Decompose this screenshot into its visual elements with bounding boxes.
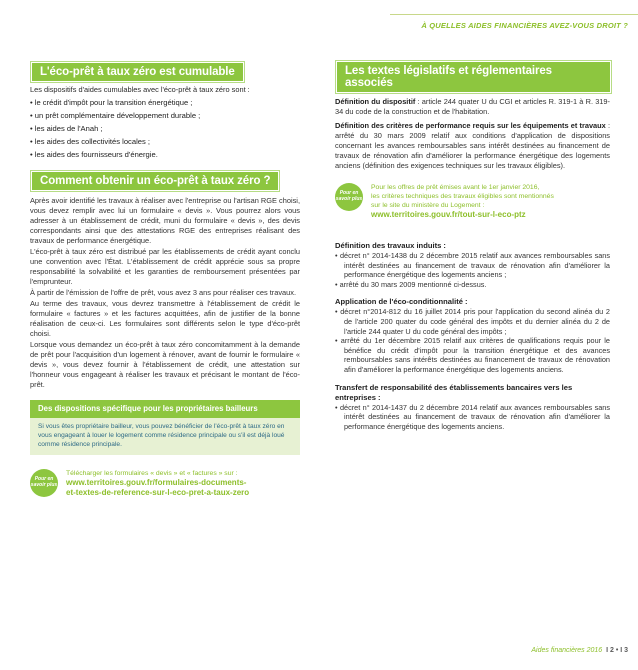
list-item: • les aides de l'Anah ; bbox=[30, 122, 300, 135]
def-dispositif bbox=[335, 97, 610, 117]
list-item: • décret n° 2014-1437 du 2 décembre 2014 relatif aux avances remboursables sans intérêt destinées au financement de travaux de rénovation afin d'améliorer la performance énergétique des logements anciens. bbox=[335, 403, 610, 432]
list-item: • un prêt complémentaire développement durable ; bbox=[30, 109, 300, 122]
box-title: Des dispositions spécifique pour les propriétaires bailleurs bbox=[30, 400, 300, 418]
more-note: sur le site du ministère du Logement : bbox=[371, 202, 485, 209]
more-note: Pour les offres de prêt émises avant le 1er janvier 2016, bbox=[371, 184, 540, 191]
list-item: • décret n° 2014-1438 du 2 décembre 2015 relatif aux avances remboursables sans intérêt destinées au financement de travaux de rénovation afin d'améliorer la performance énergétique des logements anciens ; bbox=[335, 251, 610, 280]
obtain-paragraph: Après avoir identifié les travaux à réaliser avec l'entreprise ou l'artisan RGE choisi, vous devez remplir avec lui un formulaire « devis ». Vous pourrez alors vous adresser à un établissement de crédit, muni du formulaire « devis », des devis correspondants ainsi que des attestations RGE des entreprises réalisant des travaux de performance énergétique. bbox=[30, 196, 300, 245]
def-criteres bbox=[335, 121, 610, 171]
more-note: Télécharger les formulaires « devis » et « factures » sur : bbox=[66, 470, 238, 477]
def-criteres-text: : arrêté du 30 mars 2009 relatif aux conditions d'application de dispositions concernant les avances remboursables sans intérêt destinées au financement de travaux de rénovation afin d'améliorer la performance énergétique des logements anciens (définition des exigences techniques sur les travaux éligibles). bbox=[335, 121, 610, 170]
cumul-title: L'éco-prêt à taux zéro est cumulable bbox=[32, 63, 243, 81]
list-item: • arrêté du 30 mars 2009 mentionné ci-dessus. bbox=[335, 280, 610, 290]
footer-label: Aides financières 2016 bbox=[531, 647, 603, 654]
list-item: • les aides des fournisseurs d'énergie. bbox=[30, 148, 300, 161]
cumul-intro: Les dispositifs d'aides cumulables avec l'éco-prêt à taux zéro sont : bbox=[30, 85, 250, 94]
page-numbers: I 2 • I 3 bbox=[606, 647, 628, 654]
info-badge-icon: Pour en savoir plus bbox=[30, 469, 58, 497]
list-item: • les aides des collectivités locales ; bbox=[30, 135, 300, 148]
right-column bbox=[335, 62, 610, 431]
bailleurs-box bbox=[30, 400, 300, 455]
transfert-list bbox=[335, 403, 610, 432]
obtain-paragraph: L'éco-prêt à taux zéro est distribué par les établissements de crédit ayant conclu une convention avec l'État. L'établissement de crédit apprécie sous sa propre responsabilité la solvabilité et les garanties de remboursement présentées par l'emprunteur. bbox=[30, 247, 300, 286]
induits-title: Définition des travaux induits : bbox=[335, 241, 446, 250]
obtain-title: Comment obtenir un éco-prêt à taux zéro ? bbox=[32, 172, 278, 190]
box-text: Si vous êtes propriétaire bailleur, vous pouvez bénéficier de l'éco-prêt à taux zéro en vous engageant à louer le logement comme résidence principale ou s'il est déjà loué comme résidence principale. bbox=[38, 423, 285, 448]
more-note: les critères techniques des travaux éligibles sont mentionnés bbox=[371, 193, 554, 200]
list-item: • le crédit d'impôt pour la transition énergétique ; bbox=[30, 96, 300, 109]
page-footer bbox=[531, 647, 628, 654]
more-info-block bbox=[30, 469, 300, 511]
list-item: • arrêté du 1er décembre 2015 relatif aux critères de qualifications requis pour le bénéfice du crédit d'impôt pour la transition énergétique et des avances remboursables sans intérêts destinées au financement de travaux de rénovation afin d'améliorer la performance énergétique des logements anciens. bbox=[335, 336, 610, 374]
list-item: • décret n°2014-812 du 16 juillet 2014 pris pour l'application du second alinéa du 2 de l'article 200 quater du code général des impôts et du dernier alinéa du 2 de l'article 244 quater U du code général des impôts ; bbox=[335, 307, 610, 336]
forms-link-continued[interactable]: et-textes-de-reference-sur-l-eco-pret-a-taux-zero bbox=[66, 488, 250, 497]
obtain-paragraph: À partir de l'émission de l'offre de prêt, vous avez 3 ans pour réaliser ces travaux. bbox=[30, 288, 297, 297]
left-column bbox=[30, 62, 300, 511]
info-badge-icon: Pour en savoir plus bbox=[335, 183, 363, 211]
conditionnalite-title: Application de l'éco-conditionnalité : bbox=[335, 297, 468, 307]
cumul-list bbox=[30, 96, 300, 161]
def-dispositif-text: : article 244 quater U du CGI et articles R. 319-1 à R. 319-34 du code de la construction et de l'habitation. bbox=[335, 97, 610, 116]
eco-ptz-link[interactable]: www.territoires.gouv.fr/tout-sur-l-eco-ptz bbox=[371, 210, 526, 219]
transfert-title: Transfert de responsabilité des établissements bancaires vers les entreprises : bbox=[335, 382, 573, 402]
section-kicker: À QUELLES AIDES FINANCIÈRES AVEZ-VOUS DROIT ? bbox=[421, 21, 628, 30]
induits-list bbox=[335, 251, 610, 289]
forms-link[interactable]: www.territoires.gouv.fr/formulaires-documents- bbox=[66, 478, 247, 487]
conditionnalite-list bbox=[335, 307, 610, 374]
obtain-paragraph: Lorsque vous demandez un éco-prêt à taux zéro concomitamment à la demande de prêt pour l'acquisition d'un logement à rénover, avant de fournir le formulaire « devis », vous devez fournir à l'établissement de crédit, une attestation sur l'honneur vous engageant à réaliser les travaux et précisant le montant de l'éco-prêt. bbox=[30, 340, 300, 389]
more-info-block bbox=[335, 183, 610, 231]
obtain-paragraph: Au terme des travaux, vous devrez transmettre à l'établissement de crédit le formulaire « factures » et les factures acquittées, afin de justifier de la bonne réalisation de ceux-ci. Les formulaires sont différents selon le type d'éco-prêt choisi. bbox=[30, 299, 300, 338]
def-criteres-label: Définition des critères de performance requis sur les équipements et travaux bbox=[335, 121, 606, 130]
header-rule bbox=[390, 14, 638, 15]
texts-title: Les textes législatifs et réglementaires associés bbox=[337, 62, 610, 92]
def-dispositif-label: Définition du dispositif bbox=[335, 97, 416, 106]
